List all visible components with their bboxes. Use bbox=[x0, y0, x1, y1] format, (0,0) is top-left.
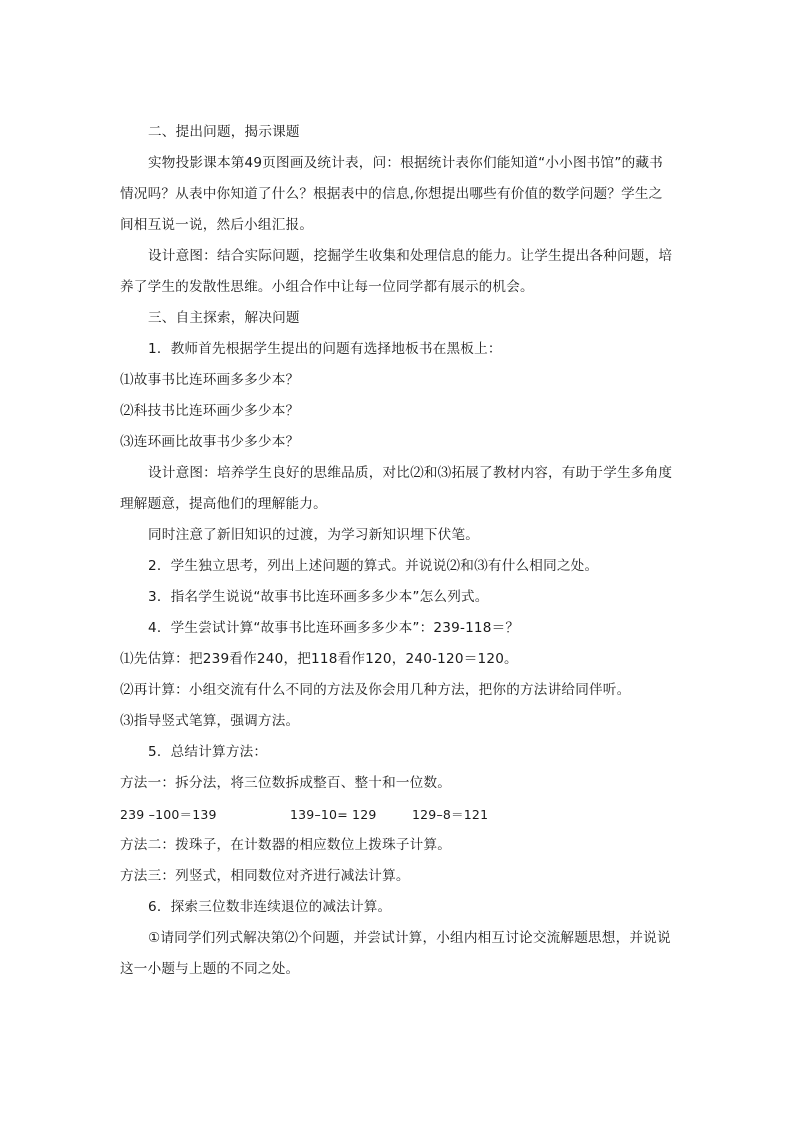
paragraph-problem-2-task: ①请同学们列式解决第⑵个问题，并尝试计算，小组内相互讨论交流解题思想，并说说这一小题与上题的不同之处。 bbox=[120, 930, 671, 977]
calculation-step-1: 239 –100＝139 bbox=[120, 807, 217, 822]
paragraph-design-intent-1: 设计意图：结合实际问题，挖掘学生收集和处理信息的能力。让学生提出各种问题，培养了学生的发散性思维。小组合作中让每一位同学都有展示的机会。 bbox=[120, 248, 673, 295]
list-item-vertical-form: ⑶指导竖式笔算，强调方法。 bbox=[120, 713, 300, 729]
section-heading-2: 二、提出问题，揭示课题 bbox=[148, 124, 300, 140]
calculation-row bbox=[120, 799, 676, 830]
paragraph-step-4: 4．学生尝试计算“故事书比连环画多多少本”：239-118＝？ bbox=[148, 620, 520, 636]
calculation-step-3: 129–8＝121 bbox=[412, 807, 489, 822]
paragraph-transition-note: 同时注意了新旧知识的过渡，为学习新知识埋下伏笔。 bbox=[148, 527, 480, 543]
paragraph-design-intent-2: 设计意图：培养学生良好的思维品质，对比⑵和⑶拓展了教材内容，有助于学生多角度理解题意，提高他们的理解能力。 bbox=[120, 465, 673, 512]
paragraph-step-1: 1．教师首先根据学生提出的问题有选择地板书在黑板上： bbox=[148, 341, 502, 357]
section-heading-3: 三、自主探索，解决问题 bbox=[148, 310, 300, 326]
paragraph-method-2: 方法二：拨珠子，在计数器的相应数位上拨珠子计算。 bbox=[120, 837, 452, 853]
paragraph-method-3: 方法三：列竖式，相同数位对齐进行减法计算。 bbox=[120, 868, 410, 884]
document-body bbox=[120, 117, 676, 985]
paragraph-step-6: 6．探索三位数非连续退位的减法计算。 bbox=[148, 899, 392, 915]
list-item-question-2: ⑵科技书比连环画少多少本？ bbox=[120, 403, 300, 419]
paragraph-step-2: 2．学生独立思考，列出上述问题的算式。并说说⑵和⑶有什么相同之处。 bbox=[148, 558, 599, 574]
list-item-estimate: ⑴先估算：把239看作240，把118看作120，240-120＝120。 bbox=[120, 651, 518, 667]
paragraph-question-intro: 实物投影课本第49页图画及统计表，问：根据统计表你们能知道“小小图书馆”的藏书情况吗？从表中你知道了什么？根据表中的信息,你想提出哪些有价值的数学问题？学生之间相互说一说，然后小组汇报。 bbox=[120, 155, 663, 233]
list-item-question-3: ⑶连环画比故事书少多少本？ bbox=[120, 434, 300, 450]
paragraph-step-3: 3．指名学生说说“故事书比连环画多多少本”怎么列式。 bbox=[148, 589, 489, 605]
paragraph-step-5: 5．总结计算方法： bbox=[148, 744, 268, 760]
list-item-calculate: ⑵再计算：小组交流有什么不同的方法及你会用几种方法，把你的方法讲给同伴听。 bbox=[120, 682, 631, 698]
calculation-step-2: 139–10= 129 bbox=[290, 807, 377, 822]
paragraph-method-1: 方法一：拆分法，将三位数拆成整百、整十和一位数。 bbox=[120, 775, 452, 791]
list-item-question-1: ⑴故事书比连环画多多少本？ bbox=[120, 372, 300, 388]
